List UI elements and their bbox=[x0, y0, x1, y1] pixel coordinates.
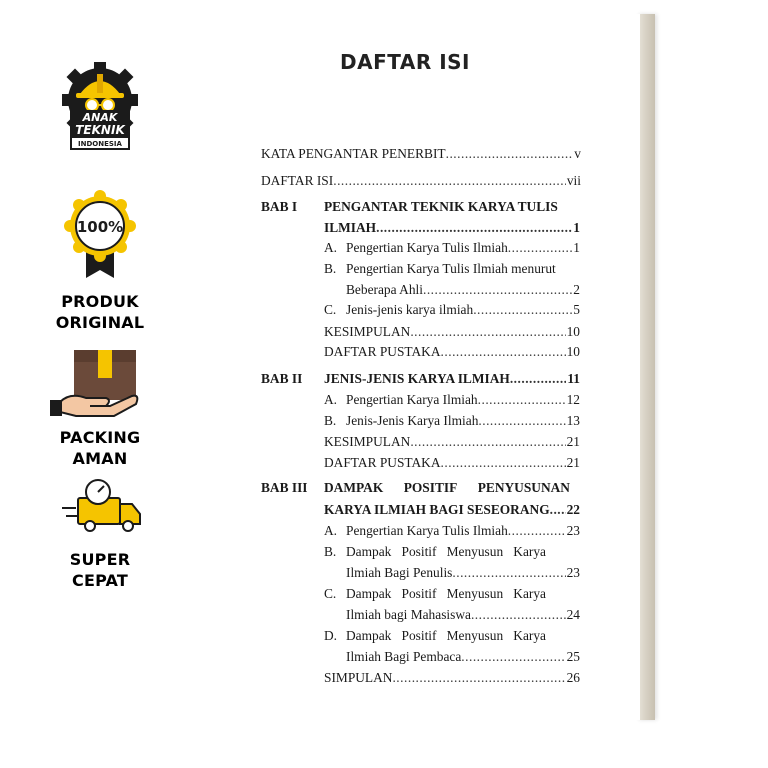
section-letter: A. bbox=[324, 392, 338, 407]
brand-logo bbox=[40, 58, 160, 163]
logo-word-3: INDONESIA bbox=[78, 140, 122, 148]
section-line bbox=[346, 544, 546, 560]
gear-hardhat-logo bbox=[40, 58, 160, 158]
toc-row-chapter-1: ILMIAH ..... 1 bbox=[324, 220, 580, 236]
toc-row-extra: DAFTAR PUSTAKA ..... 10 bbox=[324, 344, 580, 360]
section-line bbox=[346, 586, 546, 602]
toc-row-chapter-3: KARYA ILMIAH BAGI SESEORANG ..... 22 bbox=[324, 502, 580, 518]
section-letter: D. bbox=[324, 628, 338, 643]
badge-original bbox=[40, 190, 160, 333]
section-letter: C. bbox=[324, 302, 337, 317]
toc-row-section: Jenis-Jenis Karya Ilmiah ..... 13 bbox=[346, 413, 580, 429]
section-line-text: Dampak Positif Menyusun Karya bbox=[346, 586, 546, 601]
toc-row-section: Pengertian Karya Tulis Ilmiah ..... 1 bbox=[346, 240, 580, 256]
toc-title: DAFTAR ISI bbox=[340, 50, 470, 74]
badge-packing-line-2: AMAN bbox=[72, 449, 128, 468]
toc-row-chapter-2: JENIS-JENIS KARYA ILMIAH ..... 11 bbox=[324, 371, 580, 387]
chapter-title-text: DAMPAK POSITIF PENYUSUNAN bbox=[324, 480, 570, 495]
toc-row-section: Ilmiah Bagi Penulis ..... 23 bbox=[346, 565, 580, 581]
toc-row-section: Pengertian Karya Ilmiah ..... 12 bbox=[346, 392, 580, 408]
toc-row-extra: DAFTAR PUSTAKA ..... 21 bbox=[324, 455, 580, 471]
section-letter: B. bbox=[324, 544, 337, 559]
toc-row-front-2: DAFTAR ISI ..... vii bbox=[261, 173, 581, 189]
badge-original-line-2: ORIGINAL bbox=[55, 313, 145, 332]
chapter-label: BAB III bbox=[261, 480, 308, 495]
section-letter: A. bbox=[324, 523, 338, 538]
section-letter: A. bbox=[324, 240, 338, 255]
badge-fast-line-1: SUPER bbox=[69, 550, 131, 569]
toc-row-extra: SIMPULAN ..... 26 bbox=[324, 670, 580, 686]
chapter-label: BAB I bbox=[261, 199, 298, 214]
medal-text: 100% bbox=[76, 218, 124, 236]
book-page bbox=[170, 14, 640, 720]
section-line bbox=[346, 628, 546, 644]
chapter-title-line: PENGANTAR TEKNIK KARYA TULIS bbox=[324, 199, 558, 214]
toc-row-section: Ilmiah Bagi Pembaca ..... 25 bbox=[346, 649, 580, 665]
badge-packing-line-1: PACKING bbox=[59, 428, 141, 447]
chapter-title-line bbox=[324, 480, 570, 496]
toc-row-front-1: KATA PENGANTAR PENERBIT ..... v bbox=[261, 146, 581, 162]
badge-original-text bbox=[40, 291, 160, 333]
logo-word-2: TEKNIK bbox=[75, 123, 125, 137]
badge-fast-line-2: CEPAT bbox=[72, 571, 128, 590]
logo-word-1: ANAK bbox=[82, 111, 118, 124]
section-letter: C. bbox=[324, 586, 337, 601]
badge-fast bbox=[40, 478, 160, 591]
toc-row-section: Jenis-jenis karya ilmiah ..... 5 bbox=[346, 302, 580, 318]
badge-packing bbox=[40, 346, 160, 469]
section-line: Pengertian Karya Tulis Ilmiah menurut bbox=[346, 261, 556, 276]
package-hands-icon bbox=[40, 346, 160, 420]
badge-packing-text bbox=[40, 427, 160, 469]
100-percent-medal-icon bbox=[40, 190, 160, 282]
badge-original-line-1: PRODUK bbox=[61, 292, 139, 311]
toc-row-section: Ilmiah bagi Mahasiswa ..... 24 bbox=[346, 607, 580, 623]
toc-row-section: Beberapa Ahli ..... 2 bbox=[346, 282, 580, 298]
delivery-truck-icon bbox=[40, 478, 160, 538]
toc-row-section: Pengertian Karya Tulis Ilmiah ..... 23 bbox=[346, 523, 580, 539]
section-line-text: Dampak Positif Menyusun Karya bbox=[346, 544, 546, 559]
badge-fast-text bbox=[40, 549, 160, 591]
section-line-text: Dampak Positif Menyusun Karya bbox=[346, 628, 546, 643]
chapter-label: BAB II bbox=[261, 371, 303, 386]
toc-row-extra: KESIMPULAN ..... 10 bbox=[324, 324, 580, 340]
toc-row-extra: KESIMPULAN ..... 21 bbox=[324, 434, 580, 450]
section-letter: B. bbox=[324, 261, 337, 276]
section-letter: B. bbox=[324, 413, 337, 428]
